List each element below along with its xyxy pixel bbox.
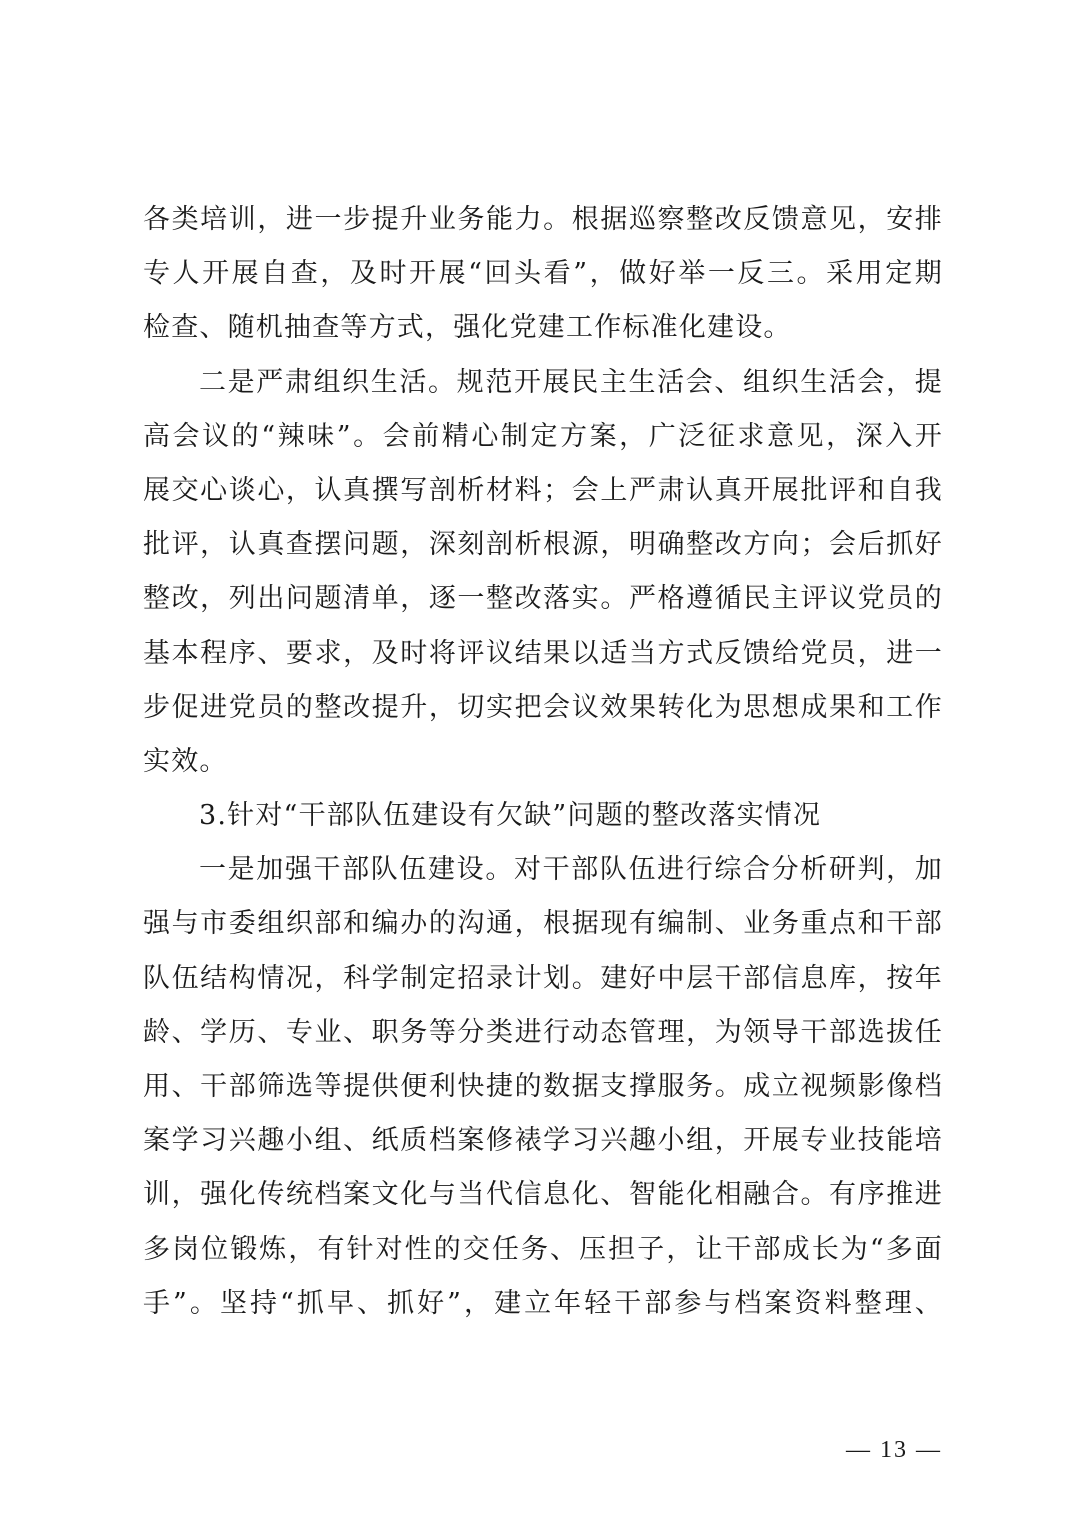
text-line: 手”。坚持“抓早、抓好”，建立年轻干部参与档案资料整理、 — [143, 1287, 943, 1319]
text-line: 高会议的“辣味”。会前精心制定方案，广泛征求意见，深入开 — [143, 420, 943, 452]
text-line: 强与市委组织部和编办的沟通，根据现有编制、业务重点和干部 — [143, 908, 943, 940]
text-line: 龄、学历、专业、职务等分类进行动态管理，为领导干部选拔任 — [143, 1016, 943, 1048]
text-line: 整改，列出问题清单，逐一整改落实。严格遵循民主评议党员的 — [143, 583, 943, 615]
text-line: 展交心谈心，认真撰写剖析材料；会上严肃认真开展批评和自我 — [143, 474, 943, 506]
section-heading: 3.针对“干部队伍建设有欠缺”问题的整改落实情况 — [199, 800, 822, 832]
text-line: 步促进党员的整改提升，切实把会议效果转化为思想成果和工作 — [143, 691, 943, 723]
text-line: 用、干部筛选等提供便利快捷的数据支撑服务。成立视频影像档 — [143, 1071, 943, 1102]
text-line: 案学习兴趣小组、纸质档案修裱学习兴趣小组，开展专业技能培 — [143, 1125, 943, 1157]
paragraph-start-line: 二是严肃组织生活。规范开展民主生活会、组织生活会，提 — [199, 366, 943, 398]
text-line: 多岗位锻炼，有针对性的交任务、压担子，让干部成长为“多面 — [143, 1233, 943, 1265]
text-line: 实效。 — [143, 745, 228, 777]
paragraph-start-line: 一是加强干部队伍建设。对干部队伍进行综合分析研判，加 — [199, 854, 943, 886]
text-line: 队伍结构情况，科学制定招录计划。建好中层干部信息库，按年 — [143, 962, 943, 994]
text-line: 各类培训，进一步提升业务能力。根据巡察整改反馈意见，安排 — [143, 204, 943, 235]
text-line: 批评，认真查摆问题，深刻剖析根源，明确整改方向；会后抓好 — [143, 529, 943, 561]
page-number: — 13 — — [846, 1437, 942, 1463]
text-line: 基本程序、要求，及时将评议结果以适当方式反馈给党员，进一 — [143, 637, 943, 669]
text-line: 训，强化传统档案文化与当代信息化、智能化相融合。有序推进 — [143, 1179, 943, 1211]
text-line: 专人开展自查，及时开展“回头看”，做好举一反三。采用定期 — [143, 258, 943, 290]
text-line: 检查、随机抽查等方式，强化党建工作标准化建设。 — [143, 312, 792, 344]
body-text — [143, 193, 943, 1331]
